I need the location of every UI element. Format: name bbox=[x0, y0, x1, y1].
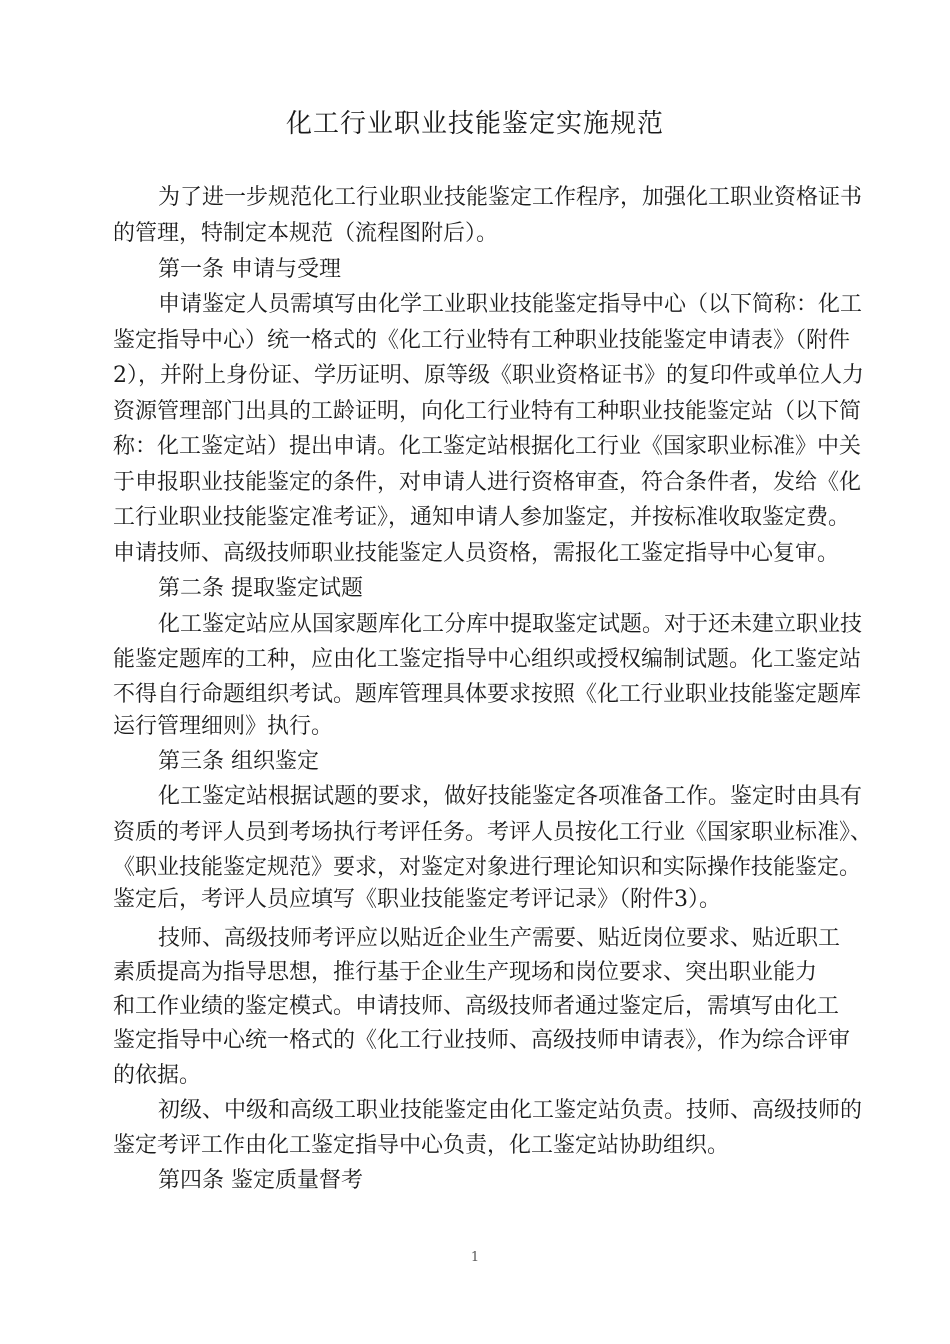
paragraph-line: 化工鉴定站应从国家题库化工分库中提取鉴定试题。对于还未建立职业技 bbox=[158, 612, 863, 637]
paragraph-line: 化工鉴定站根据试题的要求，做好技能鉴定各项准备工作。鉴定时由具有 bbox=[158, 784, 863, 809]
section-heading-article-4: 第四条 鉴定质量督考 bbox=[158, 1168, 363, 1193]
paragraph-line: 能鉴定题库的工种，应由化工鉴定指导中心组织或授权编制试题。化工鉴定站 bbox=[113, 647, 862, 672]
paragraph-line: 素质提高为指导思想，推行基于企业生产现场和岗位要求、突出职业能力 bbox=[113, 960, 818, 985]
paragraph-line: 工行业职业技能鉴定准考证》，通知申请人参加鉴定，并按标准收取鉴定费。 bbox=[113, 505, 851, 530]
paragraph-line: 技师、高级技师考评应以贴近企业生产需要、贴近岗位要求、贴近职工 bbox=[158, 926, 841, 951]
paragraph-line: 的依据。 bbox=[113, 1063, 202, 1088]
paragraph-line: 资质的考评人员到考场执行考评任务。考评人员按化工行业《国家职业标准》、 bbox=[113, 820, 873, 845]
paragraph-line: 鉴定考评工作由化工鉴定指导中心负责，化工鉴定站协助组织。 bbox=[113, 1133, 730, 1158]
paragraph-line: 鉴定后，考评人员应填写《职业技能鉴定考评记录》（附件3）。 bbox=[113, 887, 721, 912]
paragraph-line: 《职业技能鉴定规范》要求，对鉴定对象进行理论知识和实际操作技能鉴定。 bbox=[113, 855, 862, 880]
paragraph-line: 资源管理部门出具的工龄证明，向化工行业特有工种职业技能鉴定站（以下简 bbox=[113, 399, 862, 424]
paragraph-line: 的管理，特制定本规范（流程图附后）。 bbox=[113, 221, 499, 246]
paragraph-line: 于申报职业技能鉴定的条件，对申请人进行资格审查，符合条件者，发给《化 bbox=[113, 470, 862, 495]
paragraph-line: 2），并附上身份证、学历证明、原等级《职业资格证书》的复印件或单位人力 bbox=[113, 363, 864, 388]
paragraph-line: 不得自行命题组织考试。题库管理具体要求按照《化工行业职业技能鉴定题库 bbox=[113, 682, 862, 707]
document-title: 化工行业职业技能鉴定实施规范 bbox=[285, 109, 664, 139]
paragraph-line: 为了进一步规范化工行业职业技能鉴定工作程序，加强化工职业资格证书 bbox=[158, 185, 863, 210]
paragraph-line: 鉴定指导中心）统一格式的《化工行业特有工种职业技能鉴定申请表》（附件 bbox=[113, 328, 851, 353]
paragraph-line: 鉴定指导中心统一格式的《化工行业技师、高级技师申请表》，作为综合评审 bbox=[113, 1028, 851, 1053]
paragraph-line: 初级、中级和高级工职业技能鉴定由化工鉴定站负责。技师、高级技师的 bbox=[158, 1098, 863, 1123]
paragraph-line: 称：化工鉴定站）提出申请。化工鉴定站根据化工行业《国家职业标准》中关 bbox=[113, 434, 862, 459]
section-heading-article-1: 第一条 申请与受理 bbox=[158, 257, 341, 282]
page-number: 1 bbox=[470, 1250, 480, 1265]
paragraph-line: 申请鉴定人员需填写由化学工业职业技能鉴定指导中心（以下简称：化工 bbox=[158, 292, 863, 317]
paragraph-line: 和工作业绩的鉴定模式。申请技师、高级技师者通过鉴定后，需填写由化工 bbox=[113, 994, 840, 1019]
paragraph-line: 运行管理细则》执行。 bbox=[113, 714, 334, 739]
section-heading-article-3: 第三条 组织鉴定 bbox=[158, 749, 319, 774]
paragraph-line: 申请技师、高级技师职业技能鉴定人员资格，需报化工鉴定指导中心复审。 bbox=[113, 541, 840, 566]
section-heading-article-2: 第二条 提取鉴定试题 bbox=[158, 576, 363, 601]
